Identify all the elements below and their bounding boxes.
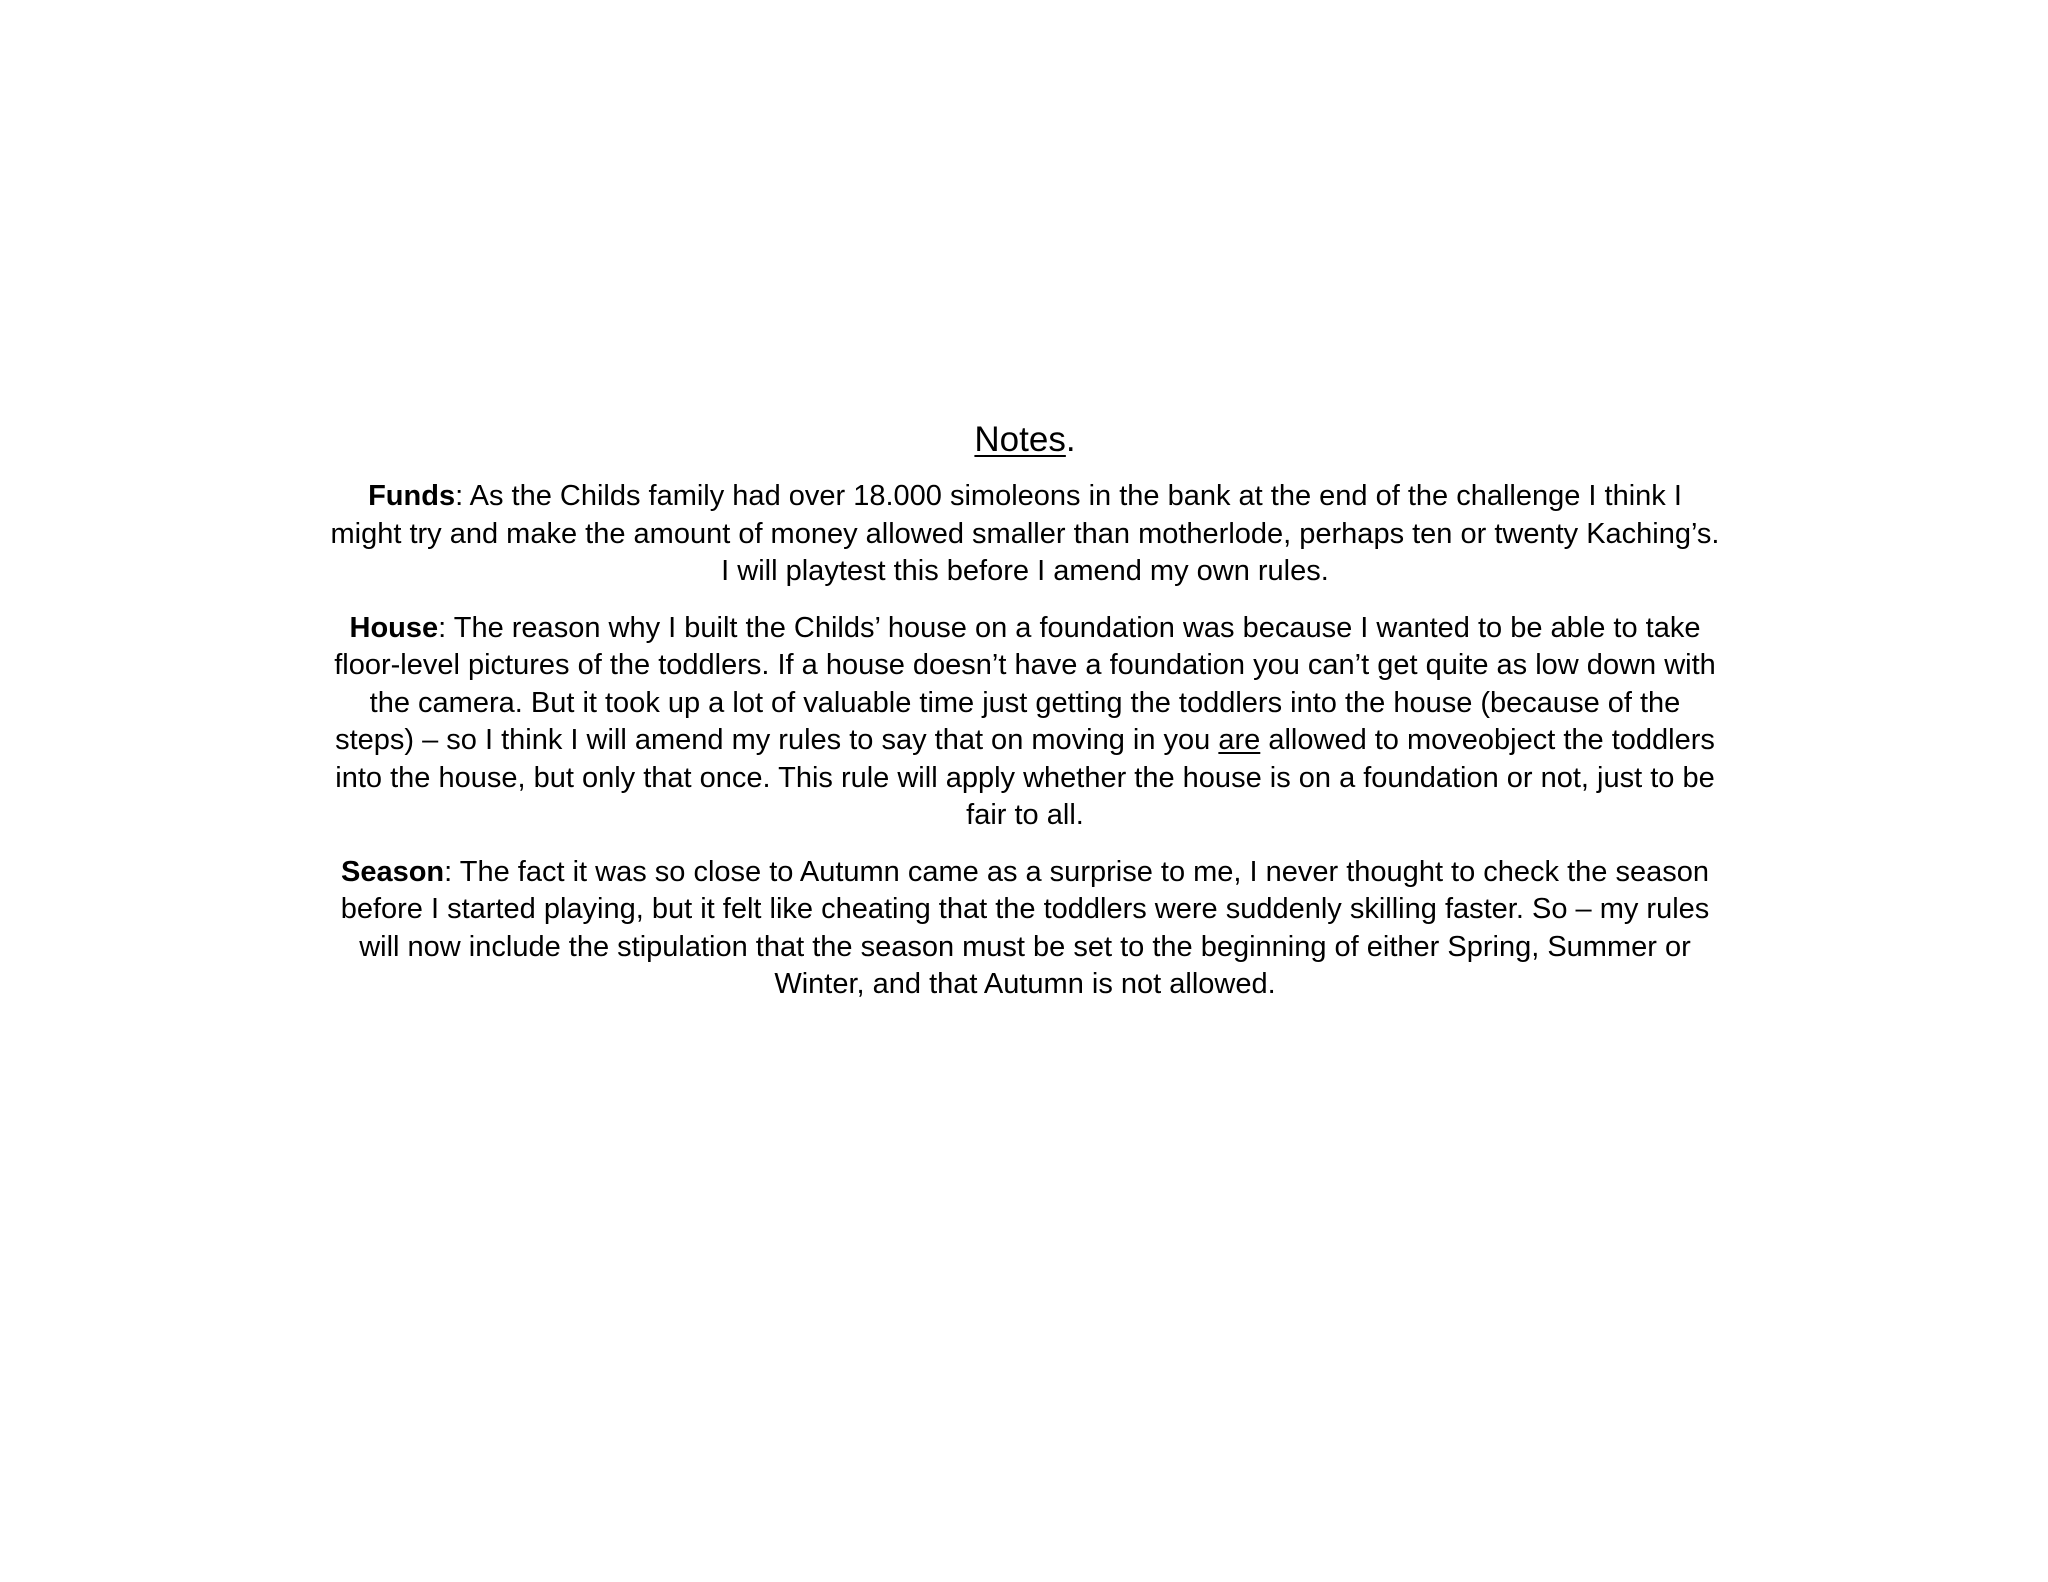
title-punctuation: .: [1065, 420, 1076, 459]
house-emphasis: are: [1218, 724, 1261, 756]
funds-text: : As the Childs family had over 18.000 simoleons in the bank at the end of the challenge I think I might try and make the amount of money allowed smaller than motherlode, perhaps ten or twenty Kaching’s. I will playtest this before I amend my own rules.: [330, 480, 1720, 587]
house-text-before: : The reason why I built the Childs’ house on a foundation was because I wanted to be able to take floor-level pictures of the toddlers. If a house doesn’t have a foundation you can’t get quite as low down with the camera. But it took up a lot of valuable time just getting the toddlers into the house (because of the steps) – so I think I will amend my rules to say that on moving in you: [334, 611, 1716, 756]
page-title: [330, 418, 1720, 462]
notes-content: [330, 418, 1720, 1023]
season-label: Season: [340, 855, 445, 888]
funds-paragraph: [330, 478, 1720, 591]
title-word: Notes: [974, 420, 1066, 459]
season-paragraph: [330, 854, 1720, 1004]
house-label: House: [349, 611, 439, 644]
house-paragraph: [330, 610, 1720, 835]
season-text: : The fact it was so close to Autumn came as a surprise to me, I never thought to check the season before I started playing, but it felt like cheating that the toddlers were suddenly skilling faster. So – my rules will now include the stipulation that the season must be set to the beginning of either Spring, Summer or Winter, and that Autumn is not allowed.: [340, 855, 1710, 1000]
house-text-after: allowed to moveobject the toddlers into the house, but only that once. This rule will apply whether the house is on a foundation or not, just to be fair to all.: [335, 724, 1715, 831]
funds-label: Funds: [368, 480, 456, 512]
